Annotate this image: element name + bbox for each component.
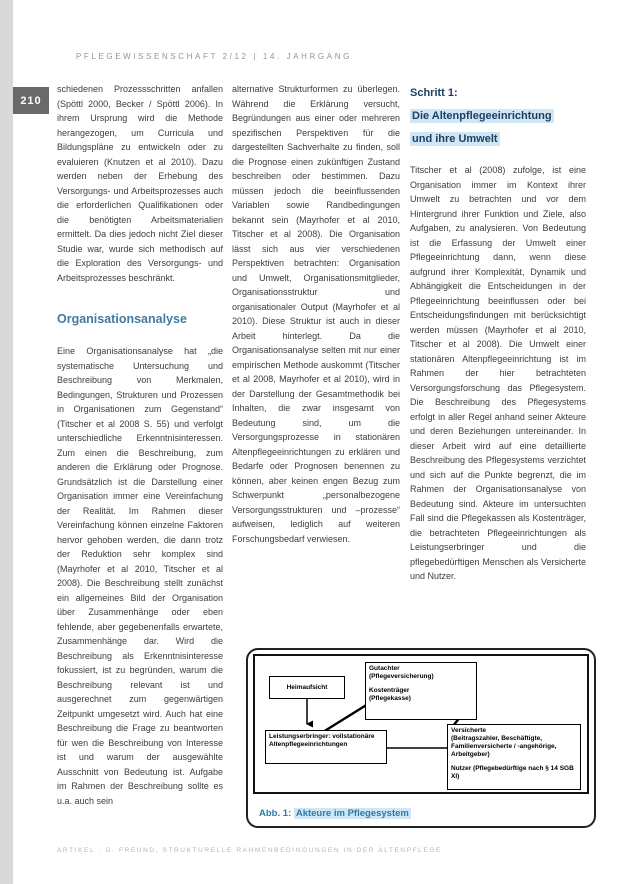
costbearer-line3: Kostenträger <box>369 687 410 694</box>
running-head: PFLEGEWISSENSCHAFT 2/12 | 14. JAHRGANG <box>76 52 352 61</box>
left-margin-strip <box>0 0 13 884</box>
body-paragraph: schiedenen Prozessschritten anfallen (Spöttl 2000, Becker / Spöttl 2006). In ihrem Ursprung wird die Methode herangezogen, um Curricula und Bildungspläne zu entwickeln oder zu evaluieren (Knutzen et al 2010). Dazu werden neben der Erhebung des Versorgungs- und Arbeitsprozesses auch die erforderlichen Qualifikationen oder die benötigten Arbeitsmaterialien ermittelt. Da dies jedoch nicht Ziel dieser Studie war, wurde sich methodisch auf die Exploration des Versorgungs- und Arbeitsprozesses beschränkt. <box>57 84 223 283</box>
figure-caption-label: Abb. 1: <box>259 808 292 819</box>
costbearer-line2: (Pflegeversicherung) <box>369 673 434 680</box>
insured-line5: Nutzer (Pflegebedürftige nach § 14 SGB XI) <box>451 765 574 780</box>
diagram-canvas <box>253 654 589 794</box>
step-heading-line3: und ihre Umwelt <box>412 133 498 145</box>
heimaufsicht-label: Heimaufsicht <box>286 683 328 691</box>
text-column-2 <box>232 82 400 546</box>
step-heading-line2: Die Altenpflegeeinrichtung <box>412 110 552 122</box>
step-heading <box>410 82 586 151</box>
page-number: 210 <box>20 94 42 107</box>
costbearer-line1: Gutachter <box>369 665 400 672</box>
body-paragraph: Eine Organisationsanalyse hat „die systematische Untersuchung und Beschreibung von Merkmalen, Bedingungen, Strukturen und Prozessen in Organisationen zum Gegenstand“ (Titscher et al 2008 S. 55) und verfolgt unterschiedliche Erkenntnisinteressen. Zum einen die Beschreibung, zum anderen die Erklärung oder Prognose. Grundsätzlich ist die Darstellung einer Organisation immer eine Vereinfachung der Realität. Im Rahmen dieser Vereinfachung können einzelne Faktoren hervor gehoben werden, die dann trotz der Reduktion sehr komplex sind (Mayrhofer et al 2010, Titscher et al 2008). Die Beschreibung stellt zunächst ein allgemeines Bild der Organisation über Zusammenhänge oder eben fehlende, aber gegebenenfalls erwartete, Zusammenhänge dar. Wird die Beschreibung als Erkenntnisinteresse fokussiert, ist zu begründen, warum die Beschreibung relevant ist und ausgerechnet zum gegenwärtigen Zeitpunkt umgesetzt wird. Auch hat eine Beschreibung die Frage zu beantworten für wen die Beschreibung von Interesse ist und warum der ausgewählte Ausschnitt von Bedeutung ist. Aufgabe im Rahmen der Beschreibung sollte es u.a. auch sein <box>57 346 223 806</box>
text-column-3 <box>410 82 586 584</box>
provider-line1: Leistungserbringer: vollstationäre <box>269 733 375 740</box>
section-heading-organisationsanalyse: Organisationsanalyse <box>57 312 187 326</box>
diagram-box-versicherte-nutzer <box>447 724 581 790</box>
insured-line4: Arbeitgeber) <box>451 751 490 758</box>
figure-akteure-im-pflegesystem <box>246 648 596 828</box>
text-column-1 <box>57 82 223 808</box>
diagram-box-kostentraeger <box>365 662 477 720</box>
insured-line2: (Beitragszahler, Beschäftigte, <box>451 735 543 742</box>
step-heading-line1: Schritt 1: <box>410 87 458 99</box>
insured-line1: Versicherte <box>451 727 487 734</box>
figure-caption-text: Akteure im Pflegesystem <box>295 808 409 819</box>
footer-article-info: ARTIKEL · G. FREUND, STRUKTURELLE RAHMENBEDINGUNGEN IN DER ALTENPFLEGE <box>57 847 442 854</box>
figure-caption <box>259 808 411 819</box>
body-paragraph: alternative Strukturformen zu überlegen. Während die Erklärung versucht, Begründungen aus einer oder mehreren spezifischen Perspektiven für die dargestellten Sachverhalte zu finden, soll die Prognose einen zukünftigen Zustand beschreiben oder bestimmen. Dazu müssen jedoch die beeinflussenden Variablen sowie Randbedingungen bekannt sein (Mayrhofer et al 2010, Titscher et al 2008). Die Organisation lässt sich aus vier verschiedenen Perspektiven betrachten: Organisation und Umwelt, Organisationsmitglieder, Organisationsstruktur und organisationaler Output (Mayrhofer et al 2010). Diese Struktur ist auch in dieser Arbeit hinterlegt. Da die Organisationsanalyse selten mit nur einer empirischen Methode auskommt (Titscher et al 2008, Mayrhofer et al 2010), wird in der Darstellung der Gesamtmethodik bei Inhalten, die zwar insgesamt von Bedeutung sind, um die Versorgungsprozesse in stationären Altenpflegeeinrichtungen zu erklären und Bedarfe oder Prognosen benennen zu können, aber keinen engen Bezug zum Schwerpunkt „personalbezogene Versorgungsstrukturen und –prozesse“ aufweisen, lediglich auf weiteren Forschungsbedarf verwiesen. <box>232 84 400 544</box>
insured-line3: Familienversicherte / -angehörige, <box>451 743 557 750</box>
costbearer-line4: (Pflegekasse) <box>369 695 411 702</box>
diagram-box-leistungserbringer <box>265 730 387 764</box>
body-paragraph: Titscher et al (2008) zufolge, ist eine Organisation immer im Kontext ihrer Umwelt zu betrachten und vor dem Hintergrund ihrer Funktion und Ziele, also Aufgaben, zu analysieren. Von Bedeutung ist die Erfassung der Umwelt einer Pflegeeinrichtung dann, wenn diese aufgrund ihrer Komplexität, Dynamik und Abhängigkeit die Entscheidungen in der Pflegeeinrichtung beeinflussen oder bei Entscheidungsfindungen mit berücksichtigt werden müssen (Mayrhofer et al 2010, Titscher et al 2008). Die Umwelt einer stationären Altenpflegeeinrichtung ist im Rahmen der hier betrachteten Versorgungsforschung das Pflegesystem. Die Beschreibung des Pflegesystems erfolgt in aller Regel anhand seiner Akteure und deren Beziehungen untereinander. In dieser Arbeit wird auf eine detaillierte Beschreibung des Pflegesystems verzichtet und sich auf die Punkte begrenzt, die im Rahmen der Organisationsanalyse von Bedeutung sind. Akteure im untersuchten Fall sind die Pflegekassen als Kostenträger, die betrachteten Pflegeeinrichtungen als Leistungserbringer und die pflegebedürftigen Menschen als Versicherte und Nutzer. <box>410 165 586 581</box>
provider-line2: Altenpflegeeinrichtungen <box>269 741 348 748</box>
page-number-badge <box>13 87 49 114</box>
line-costbearer-to-provider <box>323 704 368 732</box>
diagram-box-heimaufsicht <box>269 676 345 699</box>
